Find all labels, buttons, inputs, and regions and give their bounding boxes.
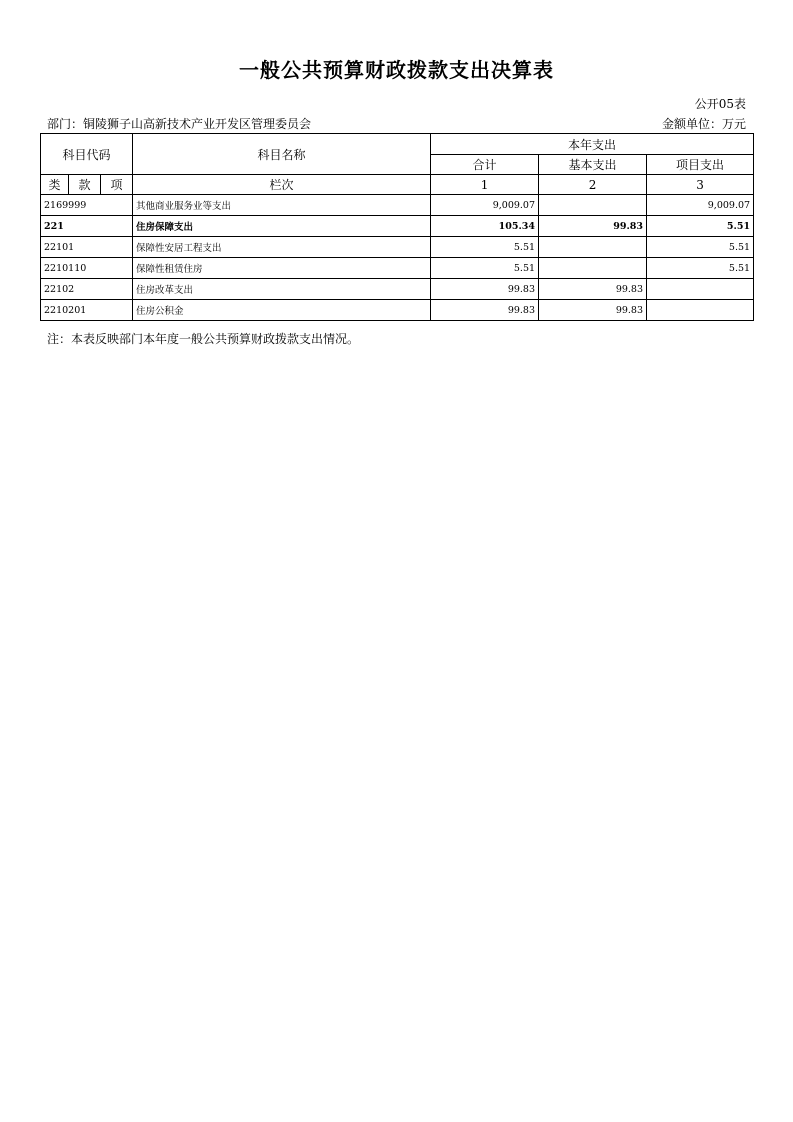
row-basic: 99.83 (539, 279, 647, 300)
row-project: 5.51 (647, 258, 754, 279)
header-project: 项目支出 (647, 155, 754, 175)
row-name: 保障性租赁住房 (133, 258, 431, 279)
header-col1: 1 (431, 175, 539, 195)
header-total: 合计 (431, 155, 539, 175)
amount-unit-label: 金额单位：万元 (661, 117, 746, 131)
expenditure-table (40, 133, 754, 321)
header-subject-name: 科目名称 (133, 134, 431, 175)
row-project: 5.51 (647, 237, 754, 258)
row-basic (539, 258, 647, 279)
table-row (41, 216, 754, 237)
table-row (41, 279, 754, 300)
header-column-order: 栏次 (133, 175, 431, 195)
row-basic (539, 195, 647, 216)
row-basic: 99.83 (539, 216, 647, 237)
row-total: 99.83 (431, 300, 539, 321)
row-project (647, 300, 754, 321)
header-current-year: 本年支出 (431, 134, 754, 155)
row-total: 5.51 (431, 258, 539, 279)
row-code: 2210201 (41, 300, 133, 321)
table-note: 注：本表反映部门本年度一般公共预算财政拨款支出情况。 (47, 332, 360, 346)
row-project: 5.51 (647, 216, 754, 237)
header-lei: 类 (41, 175, 69, 195)
row-name: 住房公积金 (133, 300, 431, 321)
form-number: 公开05表 (694, 97, 746, 111)
row-project: 9,009.07 (647, 195, 754, 216)
row-name: 保障性安居工程支出 (133, 237, 431, 258)
row-code: 22102 (41, 279, 133, 300)
table-row (41, 237, 754, 258)
row-code: 221 (41, 216, 133, 237)
row-basic (539, 237, 647, 258)
page-title: 一般公共预算财政拨款支出决算表 (239, 58, 554, 82)
table-row (41, 195, 754, 216)
row-total: 9,009.07 (431, 195, 539, 216)
row-name: 住房保障支出 (133, 216, 431, 237)
row-total: 105.34 (431, 216, 539, 237)
row-basic: 99.83 (539, 300, 647, 321)
row-code: 2210110 (41, 258, 133, 279)
row-code: 2169999 (41, 195, 133, 216)
row-code: 22101 (41, 237, 133, 258)
header-kuan: 款 (69, 175, 101, 195)
row-total: 99.83 (431, 279, 539, 300)
header-subject-code: 科目代码 (41, 134, 133, 175)
header-xiang: 项 (101, 175, 133, 195)
department-label: 部门：铜陵狮子山高新技术产业开发区管理委员会 (47, 117, 312, 131)
table-row (41, 258, 754, 279)
row-total: 5.51 (431, 237, 539, 258)
header-col3: 3 (647, 175, 754, 195)
header-col2: 2 (539, 175, 647, 195)
table-row (41, 300, 754, 321)
header-basic: 基本支出 (539, 155, 647, 175)
row-name: 其他商业服务业等支出 (133, 195, 431, 216)
row-project (647, 279, 754, 300)
row-name: 住房改革支出 (133, 279, 431, 300)
